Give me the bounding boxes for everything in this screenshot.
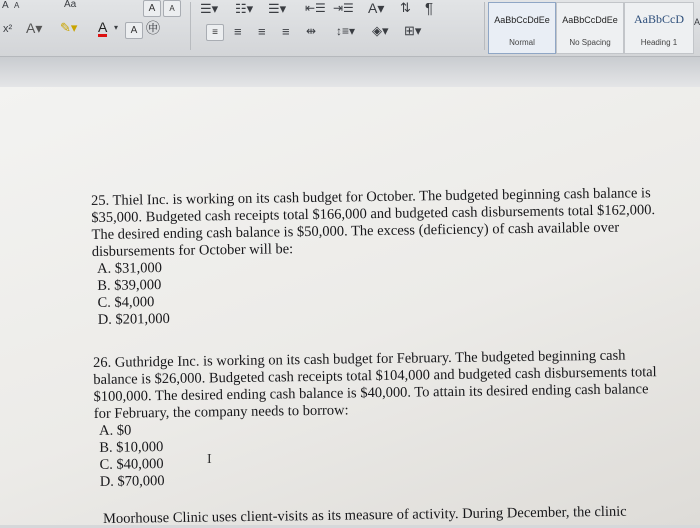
answer-option: D. $201,000 <box>97 310 170 328</box>
align-right-icon[interactable]: ≡ <box>258 24 266 39</box>
change-case-button[interactable]: Aa <box>64 0 77 10</box>
answer-option: B. $39,000 <box>97 277 162 294</box>
shading-icon[interactable]: ◈▾ <box>372 23 389 38</box>
justify-icon[interactable]: ≡ <box>282 24 290 39</box>
style-preview: AaBbCcDdEe <box>494 15 550 25</box>
question-line: for February, the company needs to borrow: <box>93 402 349 422</box>
divider <box>484 2 485 50</box>
question-line: $35,000. Budgeted cash receipts total $166,000 and budgeted cash disbursements total $162,000. <box>91 202 656 226</box>
increase-indent-icon[interactable]: ⇥☰ <box>333 1 354 15</box>
answer-option: C. $4,000 <box>97 294 155 311</box>
superscript-button[interactable]: x² <box>3 23 13 35</box>
answer-option: A. $31,000 <box>96 260 163 277</box>
question-line: 26. Guthridge Inc. is working on its cash budget for February. The budgeted beginning cash <box>93 347 626 371</box>
answer-option: D. $70,000 <box>99 473 165 490</box>
bullets-icon[interactable]: ☰▾ <box>200 1 219 16</box>
question-line: Moorhouse Clinic uses client-visits as its measure of activity. During December, the clinic <box>103 503 627 527</box>
style-normal[interactable] <box>488 2 556 54</box>
grow-a-icon[interactable]: A <box>143 0 161 17</box>
style-no-spacing[interactable] <box>556 2 624 54</box>
sort-icon[interactable]: A▾ <box>368 0 385 16</box>
chevron-down-icon[interactable]: ▾ <box>114 23 119 32</box>
style-preview: AaBbCcDdEe <box>562 15 618 25</box>
question-line: disbursements for October will be: <box>91 241 294 260</box>
sort-az-icon[interactable]: ⇅ <box>400 0 411 15</box>
shrink-font-button[interactable]: A <box>14 1 20 10</box>
document-background <box>0 57 700 87</box>
question-line: balance is $26,000. Budgeted cash receipts total $104,000 and budgeted cash disbursements total <box>93 364 657 388</box>
style-preview: AaBbCcD <box>634 12 684 26</box>
style-heading-1[interactable] <box>624 2 694 54</box>
multilevel-list-icon[interactable]: ☰▾ <box>268 1 287 16</box>
numbering-icon[interactable]: ☷▾ <box>235 1 254 16</box>
text-effects-icon[interactable]: A▾ <box>26 20 43 36</box>
question-line: The desired ending cash balance is $50,000. The excess (deficiency) of cash available over <box>91 219 620 243</box>
align-left-icon[interactable]: ≡ <box>206 24 224 41</box>
question-line: 25. Thiel Inc. is working on its cash budget for October. The budgeted beginning cash balance is <box>91 185 651 209</box>
question-25 <box>91 185 657 329</box>
question-26 <box>93 347 658 491</box>
borders-icon[interactable]: ⊞▾ <box>404 23 422 38</box>
highlight-icon[interactable]: ✎▾ <box>60 20 78 35</box>
divider <box>190 2 191 50</box>
paragraph-mark-icon[interactable]: ¶ <box>425 0 434 17</box>
line-spacing-icon[interactable]: ↕≡▾ <box>336 24 356 38</box>
grow-font-button[interactable]: A <box>2 0 9 11</box>
style-gallery-edge[interactable]: A <box>694 17 700 27</box>
answer-option: C. $40,000 <box>99 456 164 473</box>
font-color-icon[interactable]: A <box>98 19 108 35</box>
ribbon-toolbar <box>0 0 700 57</box>
decrease-indent-icon[interactable]: ⇤☰ <box>305 1 326 15</box>
question-line: $100,000. The desired ending cash balance is $40,000. To attain its desired ending cash balance <box>93 381 649 405</box>
answer-option: A. $0 <box>98 422 132 439</box>
shrink-a-icon[interactable]: A <box>163 0 181 17</box>
style-label: Heading 1 <box>640 38 678 47</box>
style-label: Normal <box>509 38 535 47</box>
enclose-char-icon[interactable]: ㊥ <box>146 20 160 36</box>
align-center-icon[interactable]: ≡ <box>234 24 242 39</box>
answer-option: B. $10,000 <box>99 439 164 456</box>
distributed-icon[interactable]: ⇹ <box>306 24 317 38</box>
text-cursor-icon: I <box>207 452 212 467</box>
char-shading-icon[interactable]: A <box>125 22 143 39</box>
style-label: No Spacing <box>569 38 611 47</box>
